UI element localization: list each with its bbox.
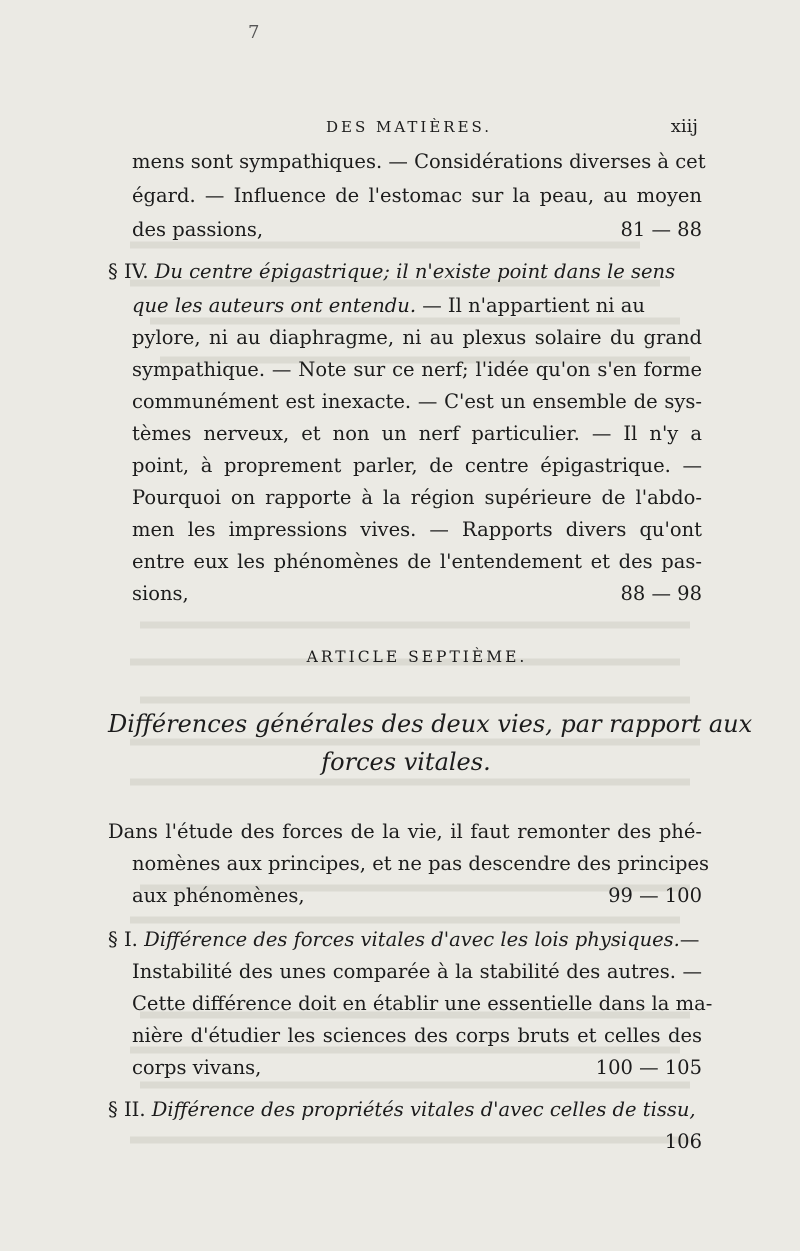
section-line [108,1100,702,1120]
section-mark: § IV. [108,260,149,283]
text-line: égard. — Influence de l'estomac sur la peau, au moyen [132,184,702,207]
page-ref: 106 [664,1130,702,1153]
page-range: 88 — 98 [620,582,702,605]
line-text: — [679,928,700,951]
text-line: men les impressions vives. — Rapports divers qu'ont [132,518,702,541]
line-text: des passions, [132,218,264,241]
section-title: Différence des propriétés vitales d'avec celles de tissu, [151,1098,696,1121]
text-line: nomènes aux principes, et ne pas descendre des principes [132,852,709,875]
line-text: — Il n'appartient ni au [422,294,645,317]
line-text: sions, [132,582,189,605]
text-line: point, à proprement parler, de centre épigastrique. — [132,454,702,477]
article-title: Différences générales des deux vies, par rapport aux [108,710,753,738]
text-line: tèmes nerveux, et non un nerf particulier. — Il n'y a [132,422,702,445]
running-head: DES MATIÈRES. [326,118,493,136]
line-text: corps vivans, [132,1056,262,1079]
section-line [108,262,700,282]
text-line [132,886,702,906]
section-line [108,930,702,950]
section-title-cont: que les auteurs ont entendu. [132,294,417,317]
text-line: nière d'étudier les sciences des corps bruts et celles des [132,1024,702,1047]
text-line: mens sont sympathiques. — Considérations diverses à cet [132,150,706,173]
text-line: communément est inexacte. — C'est un ensemble de sys- [132,390,702,413]
section-mark: § II. [108,1098,146,1121]
page-header [132,118,702,140]
text-line: Dans l'étude des forces de la vie, il faut remonter des phé- [108,820,702,843]
page-number: xiij [670,116,698,137]
page-range: 81 — 88 [620,218,702,241]
line-text: aux phénomènes, [132,884,305,907]
text-line [132,1058,702,1078]
text-line: Instabilité des unes comparée à la stabilité des autres. — [132,960,702,983]
section-mark: § I. [108,928,138,951]
text-line [132,220,702,240]
article-title-cont: forces vitales. [321,748,491,776]
text-line: Cette différence doit en établir une essentielle dans la ma- [132,992,713,1015]
section-title: Du centre épigastrique; il n'existe point dans le sens [154,260,676,283]
text-line: sympathique. — Note sur ce nerf; l'idée qu'on s'en forme [132,358,702,381]
page-range: 100 — 105 [595,1056,702,1079]
text-line: pylore, ni au diaphragme, ni au plexus solaire du grand [132,326,702,349]
text-line [132,296,702,316]
section-title: Différence des forces vitales d'avec les lois physiques. [144,928,680,951]
text-line: entre eux les phénomènes de l'entendement et des pas- [132,550,702,573]
article-heading: ARTICLE SEPTIÈME. [306,648,528,666]
pencil-mark: 7 [248,22,260,43]
text-line: Pourquoi on rapporte à la région supérieure de l'abdo- [132,486,702,509]
text-line [132,584,702,604]
page-range: 99 — 100 [608,884,702,907]
